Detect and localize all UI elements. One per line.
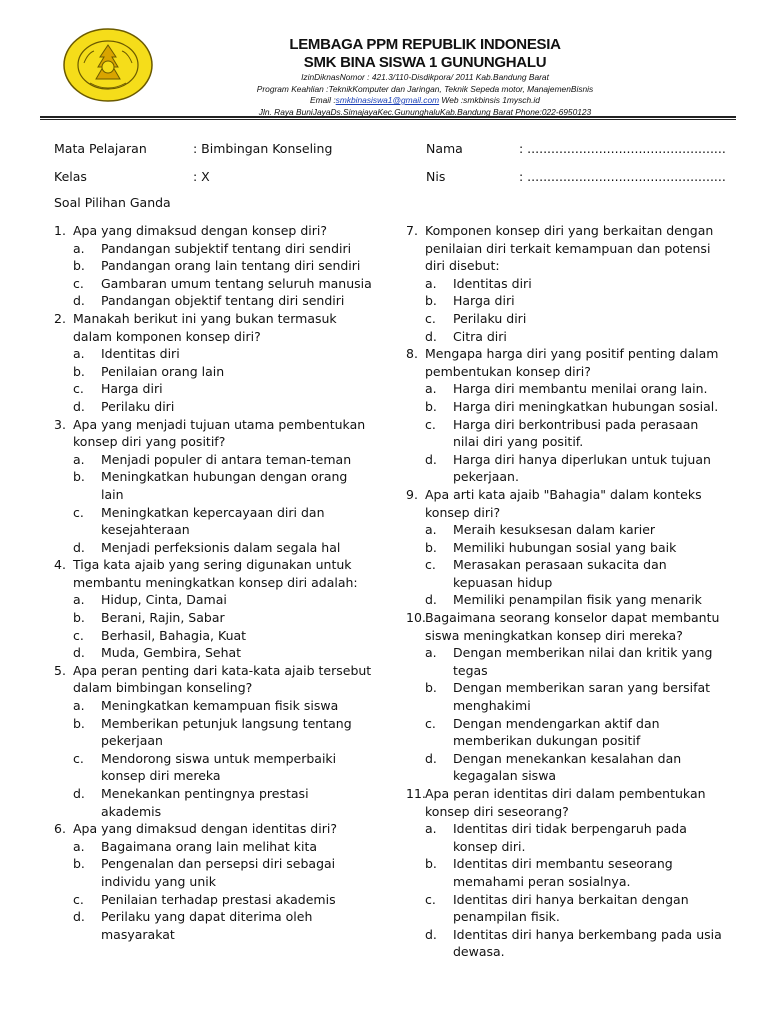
- question-text: Apa yang dimaksud dengan identitas diri?: [73, 821, 337, 837]
- class-label: Kelas: [54, 169, 87, 184]
- name-field: : ..................................................: [519, 141, 726, 156]
- answer-option: [54, 838, 372, 856]
- answer-option: [54, 697, 372, 715]
- answer-option: [54, 750, 372, 785]
- header-divider: [40, 116, 736, 118]
- answer-option: [54, 398, 372, 416]
- option-letter: b.: [425, 856, 437, 872]
- answer-option: [54, 468, 372, 503]
- option-text: Pandangan orang lain tentang diri sendiri: [101, 258, 361, 274]
- option-text: Identitas diri membantu seseorang memahami peran sosialnya.: [453, 856, 673, 889]
- option-text: Memiliki penampilan fisik yang menarik: [453, 592, 702, 608]
- question-item: [54, 416, 372, 451]
- option-text: Mendorong siswa untuk memperbaiki konsep diri mereka: [101, 750, 337, 784]
- option-text: Citra diri: [453, 328, 507, 344]
- question-item: [406, 609, 726, 644]
- question-text: Apa peran identitas diri dalam pembentukan konsep diri seseorang?: [425, 786, 706, 819]
- question-number: 4.: [54, 557, 66, 573]
- answer-option: [406, 820, 726, 855]
- question-number: 6.: [54, 821, 66, 837]
- question-text: Bagaimana seorang konselor dapat membantu siswa meningkatkan konsep diri mereka?: [425, 610, 720, 643]
- option-letter: c.: [73, 891, 84, 907]
- question-number: 5.: [54, 662, 66, 678]
- option-text: Berhasil, Bahagia, Kuat: [101, 627, 247, 643]
- question-item: [54, 820, 372, 838]
- answer-option: [54, 451, 372, 469]
- question-text: Mengapa harga diri yang positif penting dalam pembentukan konsep diri?: [425, 346, 719, 379]
- option-letter: a.: [425, 645, 437, 661]
- option-text: Harga diri meningkatkan hubungan sosial.: [453, 398, 719, 414]
- option-letter: c.: [73, 381, 84, 397]
- option-text: Merasakan perasaan sukacita dan kepuasan hidup: [453, 557, 667, 590]
- option-text: Perilaku diri: [453, 310, 527, 326]
- option-text: Perilaku yang dapat diterima oleh masyarakat: [101, 909, 313, 942]
- answer-option: [54, 644, 372, 662]
- option-text: Harga diri berkontribusi pada perasaan nilai diri yang positif.: [453, 416, 699, 450]
- nis-field: : ..................................................: [519, 169, 726, 184]
- option-letter: a.: [73, 698, 85, 714]
- answer-option: [406, 539, 726, 557]
- question-number: 10.: [406, 610, 426, 626]
- contact-line: [190, 95, 660, 107]
- option-text: Pandangan objektif tentang diri sendiri: [101, 293, 345, 309]
- question-text: Apa peran penting dari kata-kata ajaib tersebut dalam bimbingan konseling?: [73, 662, 372, 696]
- option-text: Hidup, Cinta, Damai: [101, 592, 227, 608]
- option-letter: b.: [73, 610, 85, 626]
- option-text: Harga diri membantu menilai orang lain.: [453, 381, 708, 397]
- option-letter: c.: [73, 750, 84, 766]
- answer-option: [406, 275, 726, 293]
- institution-name: LEMBAGA PPM REPUBLIK INDONESIA: [289, 36, 561, 53]
- answer-option: [406, 679, 726, 714]
- option-letter: b.: [73, 715, 85, 731]
- option-letter: b.: [425, 680, 437, 696]
- option-text: Dengan menekankan kesalahan dan kegagalan siswa: [453, 750, 682, 784]
- option-letter: b.: [73, 469, 85, 485]
- option-text: Memberikan petunjuk langsung tentang pekerjaan: [101, 715, 352, 749]
- option-letter: a.: [425, 275, 437, 291]
- answer-option: [54, 363, 372, 381]
- option-letter: d.: [73, 645, 85, 661]
- option-text: Muda, Gembira, Sehat: [101, 645, 242, 661]
- questions-right-column: [406, 222, 726, 961]
- option-letter: c.: [425, 891, 436, 907]
- answer-option: [54, 627, 372, 645]
- option-text: Meningkatkan hubungan dengan orang lain: [101, 469, 348, 502]
- question-text: Apa arti kata ajaib "Bahagia" dalam konteks konsep diri?: [425, 486, 702, 520]
- answer-option: [406, 521, 726, 539]
- question-item: [406, 486, 726, 521]
- option-text: Meningkatkan kemampuan fisik siswa: [101, 698, 339, 714]
- answer-option: [54, 855, 372, 890]
- option-letter: b.: [73, 258, 85, 274]
- answer-option: [54, 275, 372, 293]
- option-text: Dengan mendengarkan aktif dan memberikan dukungan positif: [453, 715, 660, 749]
- option-text: Identitas diri tidak berpengaruh pada konsep diri.: [453, 821, 687, 854]
- option-text: Memiliki hubungan sosial yang baik: [453, 539, 677, 555]
- web-text: Web :smkbinsis 1mysch.id: [439, 95, 540, 105]
- permit-line: IzinDiknasNomor : 421.3/110-Disdikpora/ 2011 Kab.Bandung Barat: [301, 72, 549, 82]
- option-letter: a.: [73, 838, 85, 854]
- question-item: [406, 345, 726, 380]
- option-letter: d.: [73, 786, 85, 801]
- answer-option: [406, 380, 726, 398]
- option-letter: a.: [73, 451, 85, 467]
- class-value: : X: [193, 169, 210, 184]
- subject-label: Mata Pelajaran: [54, 141, 147, 156]
- answer-option: [54, 785, 372, 820]
- answer-option: [54, 380, 372, 398]
- address-line: Jln. Raya BuniJayaDs.SimajayaKec.GununghaluKab.Bandung Barat Phone:022-6950123: [258, 106, 592, 117]
- question-number: 3.: [54, 416, 66, 432]
- answer-option: [406, 750, 726, 785]
- header-divider-thin: [40, 119, 736, 120]
- option-letter: d.: [425, 451, 437, 467]
- answer-option: [54, 257, 372, 275]
- letterhead: [190, 36, 660, 118]
- answer-option: [406, 591, 726, 609]
- option-text: Meraih kesuksesan dalam karier: [453, 522, 656, 538]
- option-letter: d.: [425, 750, 437, 766]
- section-title: Soal Pilihan Ganda: [54, 195, 171, 210]
- option-letter: d.: [73, 398, 85, 414]
- name-label: Nama: [426, 141, 463, 156]
- question-number: 8.: [406, 346, 418, 362]
- answer-option: [54, 591, 372, 609]
- option-letter: c.: [73, 275, 84, 291]
- option-text: Menekankan pentingnya prestasi akademis: [101, 786, 309, 819]
- option-letter: d.: [73, 539, 85, 555]
- question-item: [406, 785, 726, 820]
- option-text: Menjadi populer di antara teman-teman: [101, 451, 352, 467]
- email-link[interactable]: smkbinasiswa1@gmail.com: [335, 95, 440, 105]
- option-text: Penilaian orang lain: [101, 363, 225, 379]
- answer-option: [54, 908, 372, 943]
- option-letter: d.: [425, 926, 437, 942]
- option-letter: c.: [425, 310, 436, 326]
- option-letter: c.: [425, 557, 436, 573]
- option-text: Penilaian terhadap prestasi akademis: [101, 891, 336, 907]
- answer-option: [406, 715, 726, 750]
- answer-option: [406, 556, 726, 591]
- option-letter: a.: [73, 240, 85, 256]
- answer-option: [406, 451, 726, 486]
- option-text: Berani, Rajin, Sabar: [101, 610, 225, 626]
- option-letter: d.: [425, 328, 437, 344]
- option-text: Identitas diri hanya berkaitan dengan penampilan fisik.: [453, 891, 689, 925]
- option-letter: b.: [425, 539, 437, 555]
- option-letter: c.: [73, 627, 84, 643]
- option-letter: a.: [73, 346, 85, 362]
- answer-option: [54, 345, 372, 363]
- option-letter: b.: [73, 856, 85, 872]
- question-text: Tiga kata ajaib yang sering digunakan untuk membantu meningkatkan konsep diri adalah:: [73, 557, 358, 590]
- option-letter: d.: [73, 293, 85, 309]
- option-letter: a.: [425, 522, 437, 538]
- option-text: Meningkatkan kepercayaan diri dan kesejahteraan: [101, 504, 325, 538]
- answer-option: [406, 644, 726, 679]
- option-letter: a.: [73, 592, 85, 608]
- option-text: Menjadi perfeksionis dalam segala hal: [101, 539, 341, 555]
- option-text: Identitas diri: [453, 275, 532, 291]
- option-text: Identitas diri hanya berkembang pada usia dewasa.: [453, 926, 722, 960]
- answer-option: [406, 855, 726, 890]
- school-logo: [62, 27, 154, 103]
- question-number: 9.: [406, 486, 418, 502]
- question-text: Komponen konsep diri yang berkaitan dengan penilaian diri terkait kemampuan dan potensi diri disebut:: [425, 223, 714, 274]
- option-text: Dengan memberikan saran yang bersifat menghakimi: [453, 680, 711, 714]
- question-text: Apa yang menjadi tujuan utama pembentukan konsep diri yang positif?: [73, 416, 366, 450]
- question-item: [54, 662, 372, 697]
- answer-option: [54, 504, 372, 539]
- answer-option: [54, 240, 372, 258]
- option-letter: d.: [73, 909, 85, 925]
- option-letter: c.: [425, 416, 436, 432]
- answer-option: [54, 715, 372, 750]
- answer-option: [406, 328, 726, 346]
- option-letter: b.: [425, 398, 437, 414]
- question-text: Manakah berikut ini yang bukan termasuk dalam komponen konsep diri?: [73, 310, 337, 344]
- answer-option: [406, 310, 726, 328]
- question-number: 2.: [54, 310, 66, 326]
- option-text: Harga diri hanya diperlukan untuk tujuan pekerjaan.: [453, 451, 711, 485]
- option-text: Bagaimana orang lain melihat kita: [101, 838, 318, 854]
- nis-label: Nis: [426, 169, 446, 184]
- answer-option: [406, 398, 726, 416]
- answer-option: [406, 926, 726, 961]
- option-letter: c.: [73, 504, 84, 520]
- answer-option: [406, 416, 726, 451]
- question-item: [54, 556, 372, 591]
- option-text: Gambaran umum tentang seluruh manusia: [101, 275, 372, 291]
- answer-option: [406, 891, 726, 926]
- programs-line: Program Keahlian :TeknikKomputer dan Jaringan, Teknik Sepeda motor, ManajemenBisnis: [256, 83, 594, 94]
- questions-left-column: [54, 222, 372, 943]
- question-item: [54, 310, 372, 345]
- email-label: Email :: [310, 95, 336, 105]
- option-letter: b.: [425, 293, 437, 309]
- school-name: SMK BINA SISWA 1 GUNUNGHALU: [303, 54, 547, 71]
- option-letter: a.: [425, 821, 437, 837]
- answer-option: [54, 609, 372, 627]
- subject-value: : Bimbingan Konseling: [193, 141, 333, 156]
- option-text: Dengan memberikan nilai dan kritik yang tegas: [453, 645, 713, 678]
- option-letter: b.: [73, 363, 85, 379]
- question-number: 7.: [406, 223, 418, 238]
- option-text: Pengenalan dan persepsi diri sebagai individu yang unik: [101, 856, 336, 889]
- answer-option: [54, 292, 372, 310]
- answer-option: [54, 539, 372, 557]
- question-text: Apa yang dimaksud dengan konsep diri?: [73, 223, 327, 238]
- option-letter: d.: [425, 592, 437, 608]
- question-item: [406, 222, 726, 275]
- option-letter: c.: [425, 715, 436, 731]
- option-text: Harga diri: [101, 381, 163, 397]
- option-text: Pandangan subjektif tentang diri sendiri: [101, 240, 352, 256]
- option-text: Harga diri: [453, 293, 515, 309]
- option-letter: a.: [425, 381, 437, 397]
- question-number: 1.: [54, 223, 66, 238]
- option-text: Perilaku diri: [101, 398, 175, 414]
- question-item: [54, 222, 372, 240]
- answer-option: [54, 891, 372, 909]
- answer-option: [406, 292, 726, 310]
- option-text: Identitas diri: [101, 346, 180, 362]
- question-number: 11.: [406, 786, 426, 801]
